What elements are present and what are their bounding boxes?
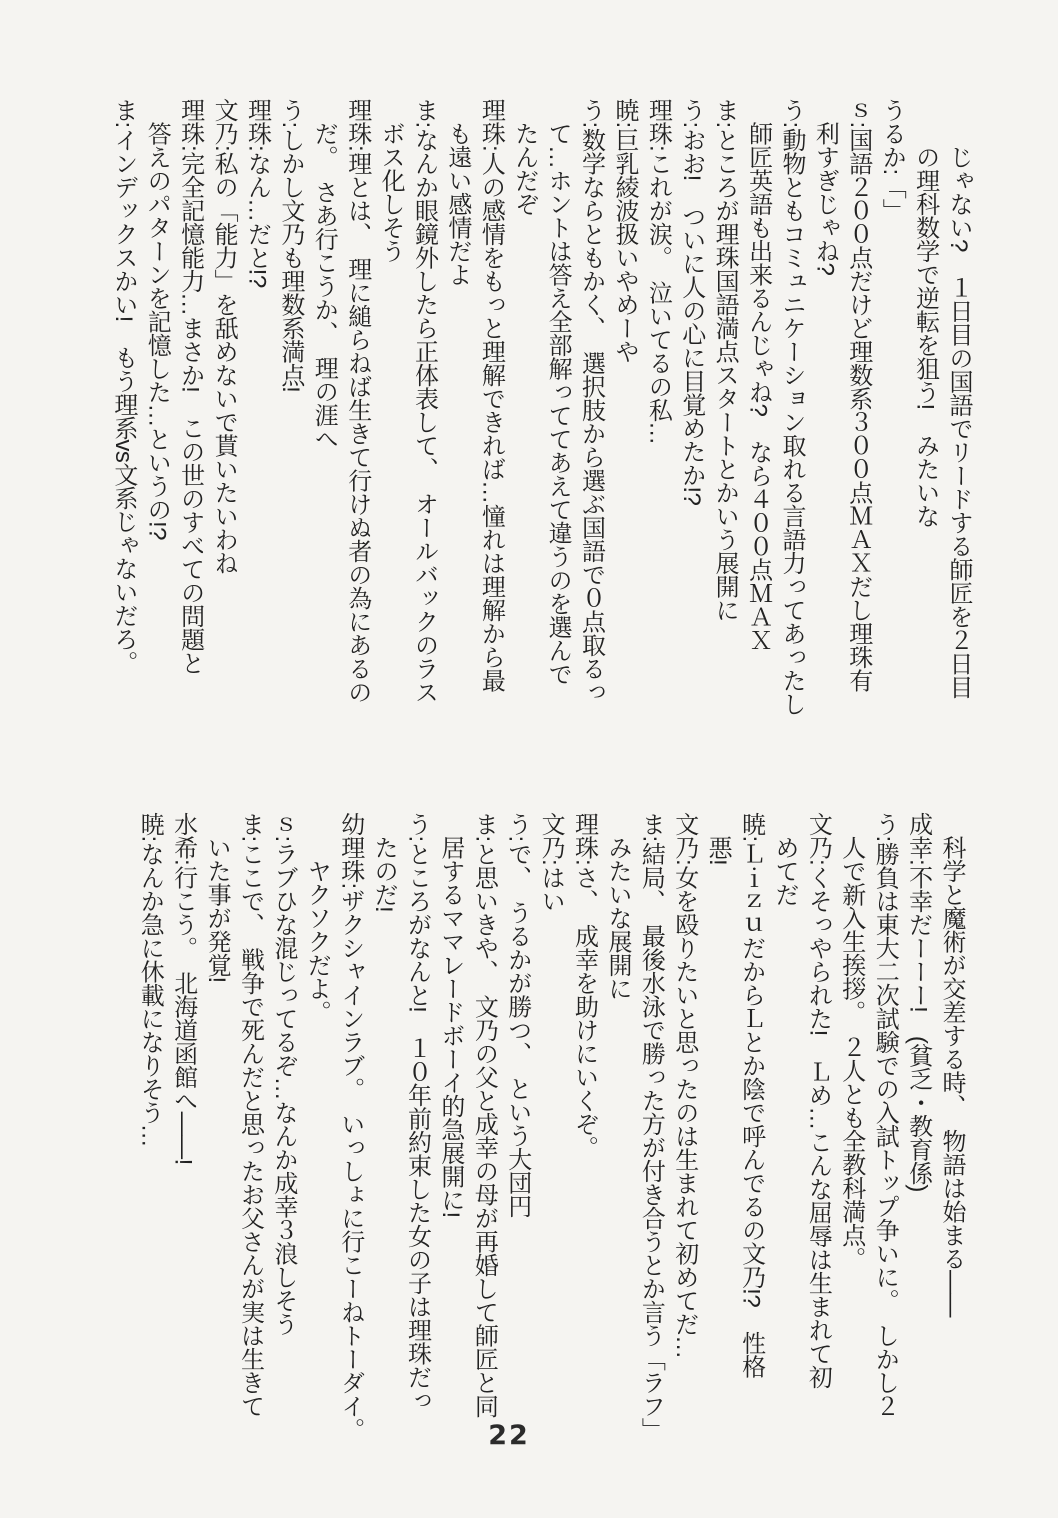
dialogue-line: う:勝負は東大二次試験での入試トップ争いに。 しかし２ xyxy=(871,812,899,1418)
dialogue-line: ま:結局、 最後水泳で勝った方が付き合うとか言う「ラフ」 xyxy=(637,812,665,1441)
dialogue-line: ま:ここで、 戦争で死んだと思ったお父さんが実は生きて xyxy=(236,812,264,1418)
dialogue-line: ま:と思いきや、 文乃の父と成幸の母が再婚して師匠と同 xyxy=(470,812,498,1418)
dialogue-line: 科学と魔術が交差する時、 物語は始まる―― xyxy=(938,812,965,1317)
dialogue-line: 成幸:不幸だーーー! (貧乏・教育係) xyxy=(904,812,932,1192)
dialogue-line: 暁:巨乳綾波扱いやめーや xyxy=(610,98,638,363)
dialogue-line: 文乃:女を殴りたいと思ったのは生まれて初めてだ… xyxy=(670,812,698,1359)
dialogue-line: の理科数学で逆転を狙う! みたいな xyxy=(911,98,939,528)
dialogue-line: ま:なんか眼鏡外したら正体表して、 オールバックのラス xyxy=(410,98,438,704)
dialogue-line: 答えのパターンを記憶した…というの!? xyxy=(143,98,171,541)
dialogue-line: うるか:「」 xyxy=(878,98,906,222)
dialogue-line: 暁:なんか急に休載になりそう… xyxy=(136,812,164,1148)
dialogue-line: も遠い感情だよ xyxy=(443,98,471,286)
dialogue-line: 水希:行こう。 北海道函館へ――! xyxy=(169,812,197,1165)
dialogue-line: たんだぞ xyxy=(510,98,538,216)
dialogue-line: みたいな展開に xyxy=(603,812,631,1000)
dialogue-line: ま:ところが理珠国語満点スタートとかいう展開に xyxy=(711,98,739,622)
dialogue-line: ｓ:国語２００点だけど理数系３００点ＭＡＸだし理珠有 xyxy=(844,98,872,692)
dialogue-line: 文乃:はい xyxy=(537,812,565,913)
dialogue-line: じゃない? １日目の国語でリードする師匠を２日目 xyxy=(945,98,972,699)
dialogue-line: 居するママレードボーイ的急展開に! xyxy=(436,812,464,1218)
dialogue-line: だ。 さあ行こうか、 理の涯へ xyxy=(310,98,338,450)
dialogue-line: 理珠:完全記憶能力…まさか! この世のすべての問題と xyxy=(176,98,204,675)
dialogue-line: 理珠:なん…だと!? xyxy=(243,98,271,288)
dialogue-line: 理珠:人の感情をもっと理解できれば…憧れは理解から最 xyxy=(477,98,505,692)
dialogue-line: ｓ:ラブひな混じってるぞ…なんか成幸３浪しそう xyxy=(269,812,297,1336)
dialogue-line: 理珠:さ、 成幸を助けにいくぞ。 xyxy=(570,812,598,1159)
dialogue-line: 理珠:理とは、 理に縋らねば生きて行けぬ者の為にあるの xyxy=(343,98,371,704)
dialogue-line: う:おお! ついに人の心に目覚めたか!? xyxy=(677,98,705,506)
dialogue-line: 悪! xyxy=(704,812,732,866)
dialogue-line: 理珠:これが涙。 泣いてるの私… xyxy=(644,98,672,445)
dialogue-line: う:で、 うるかが勝つ、 という大団円 xyxy=(503,812,531,1218)
dialogue-block-top xyxy=(106,98,975,803)
dialogue-line: 師匠英語も出来るんじゃね? なら４００点ＭＡＸ xyxy=(744,98,772,652)
dialogue-line: 文乃:くそっやられた! Ｌめ…こんな屈辱は生まれて初 xyxy=(804,812,832,1389)
dialogue-line: う:動物ともコミュニケーション取れる言語力ってあったし xyxy=(777,98,805,716)
dialogue-line: う:ところがなんと! １０年前約束した女の子は理珠だっ xyxy=(403,812,431,1412)
dialogue-line: ま:インデックスかい! もう理系vs文系じゃないだろ。 xyxy=(109,98,137,674)
dialogue-line: 暁:ＬｉｚｕだからＬとか陰で呼んでるの文乃!? 性格 xyxy=(737,812,765,1378)
dialogue-line: う:数学ならともかく、 選択肢から選ぶ国語で０点取るっ xyxy=(577,98,605,704)
dialogue-line: う:しかし文乃も理数系満点! xyxy=(276,98,304,393)
page-number: 22 xyxy=(488,1420,530,1451)
dialogue-line: ボス化しそう xyxy=(377,98,405,263)
dialogue-line: 人で新入生挨拶。 ２人とも全教科満点。 xyxy=(837,812,865,1270)
dialogue-line: 幼理珠:ザクシャインラブ。 いっしょに行こーねトーダイ。 xyxy=(336,812,364,1441)
dialogue-line: ヤクソクだよ。 xyxy=(303,812,331,1024)
dialogue-line: 文乃:私の「能力」を舐めないで貰いたいわね xyxy=(210,98,238,575)
dialogue-line: たのだ! xyxy=(370,812,398,913)
dialogue-line: 利すぎじゃね? xyxy=(811,98,839,276)
dialogue-line: いた事が発覚! xyxy=(203,812,231,983)
dialogue-block-bottom xyxy=(133,812,968,1512)
dialogue-line: て…ホントは答え全部解っててあえて違うのを選んで xyxy=(544,98,572,686)
dialogue-line: めてだ xyxy=(770,812,798,906)
